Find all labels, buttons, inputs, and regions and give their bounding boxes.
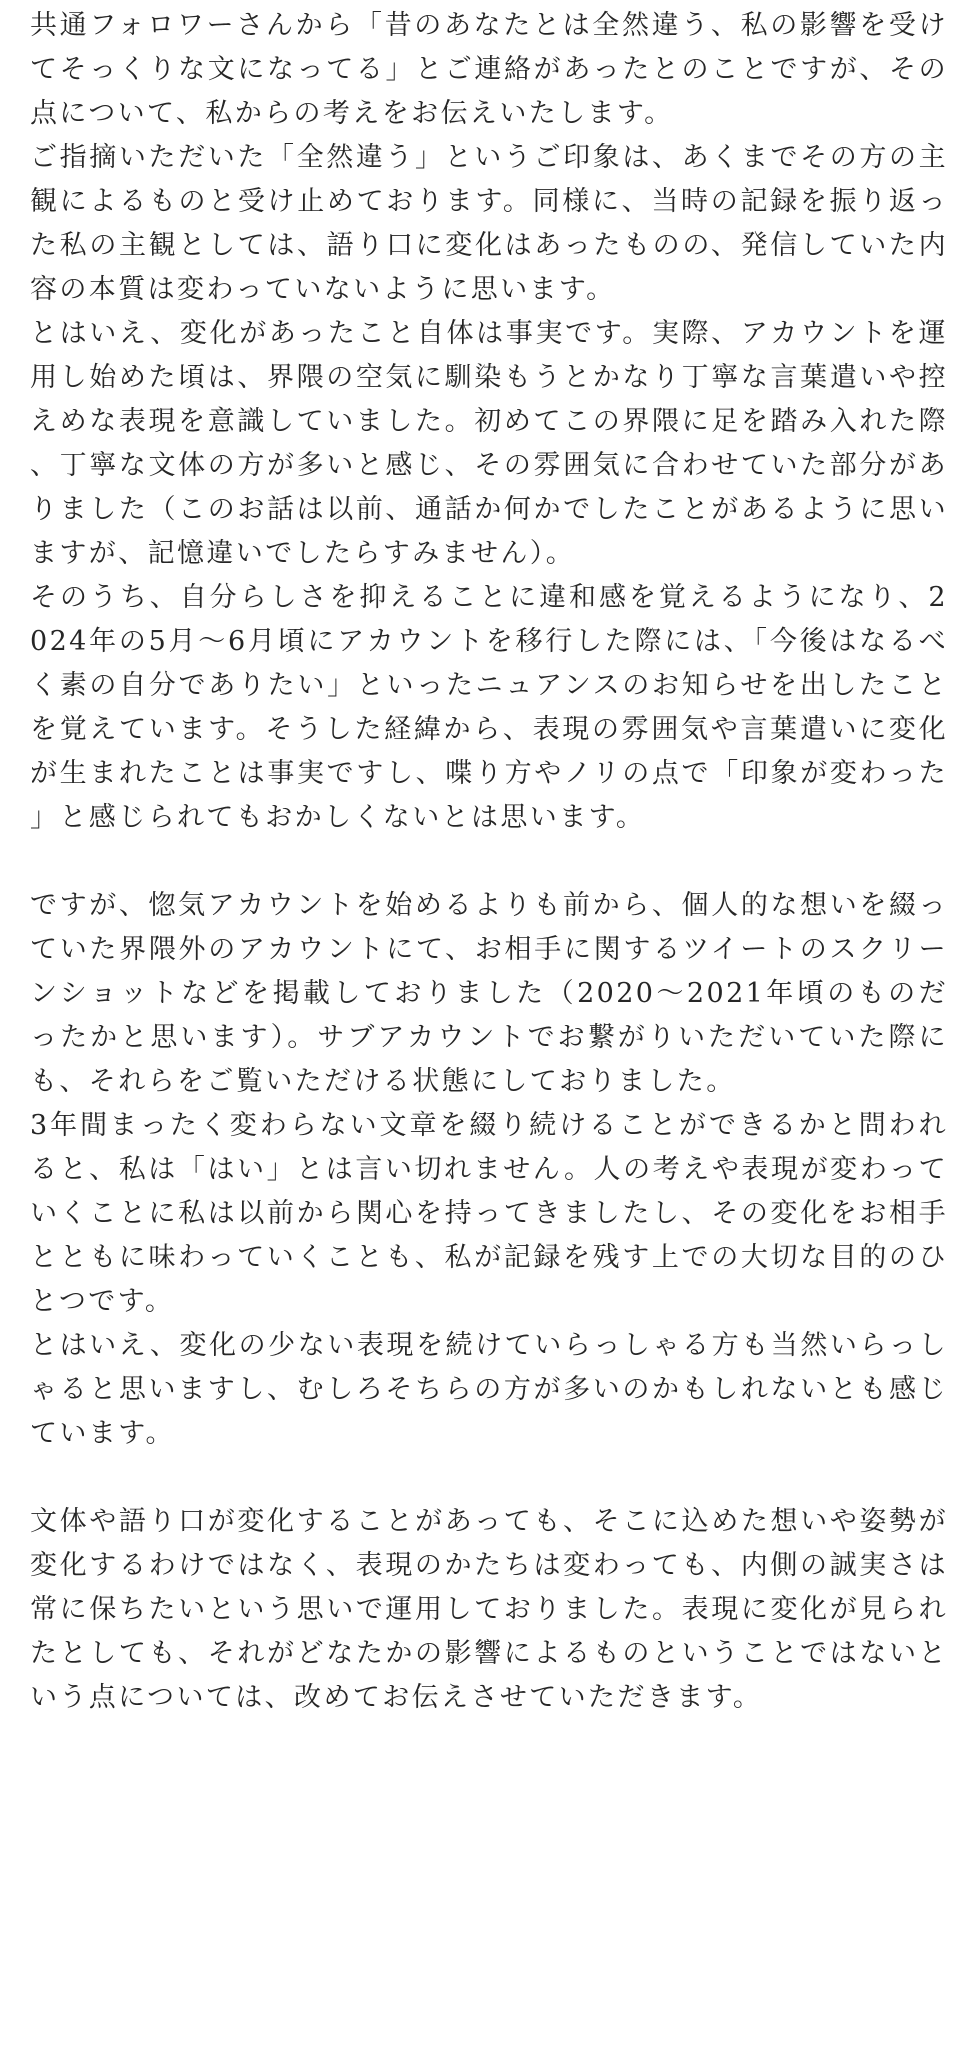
paragraph-change-fact: とはいえ、変化があったこと自体は事実です。実際、アカウントを運用し始めた頃は、界隈の空気に馴染もうとかなり丁寧な言葉遣いや控えめな表現を意識していました。初めてこの界隈に足を踏み入れた際、丁寧な文体の方が多いと感じ、その雰囲気に合わせていた部分がありました（このお話は以前、通話か何かでしたことがあるように思いますが、記憶違いでしたらすみません）。 — [30, 318, 948, 569]
paragraph-prior-account: ですが、惚気アカウントを始めるよりも前から、個人的な想いを綴っていた界隈外のアカウントにて、お相手に関するツイートのスクリーンショットなどを掲載しておりました（2020〜2021年頃のものだったかと思います）。サブアカウントでお繋がりいただいていた際にも、それらをご覧いただける状態にしておりました。 — [30, 890, 948, 1097]
paragraph-spacer — [30, 1456, 948, 1500]
paragraph-impression: ご指摘いただいた「全然違う」というご印象は、あくまでその方の主観によるものと受け止めております。同様に、当時の記録を振り返った私の主観としては、語り口に変化はあったものの、発信していた内容の本質は変わっていないように思います。 — [30, 142, 948, 305]
paragraph-spacer — [30, 840, 948, 884]
paragraph-three-years: 3年間まったく変わらない文章を綴り続けることができるかと問われると、私は「はい」とは言い切れません。人の考えや表現が変わっていくことに私は以前から関心を持ってきましたし、その変化をお相手とともに味わっていくことも、私が記録を残す上での大切な目的のひとつです。 — [30, 1110, 948, 1317]
document-body — [30, 4, 948, 1720]
paragraph-conclusion: 文体や語り口が変化することがあっても、そこに込めた想いや姿勢が変化するわけではなく、表現のかたちは変わっても、内側の誠実さは常に保ちたいという思いで運用しておりました。表現に変化が見られたとしても、それがどなたかの影響によるものということではないという点については、改めてお伝えさせていただきます。 — [30, 1506, 948, 1713]
paragraph-account-migration: そのうち、自分らしさを抑えることに違和感を覚えるようになり、2024年の5月〜6月頃にアカウントを移行した際には、「今後はなるべく素の自分でありたい」といったニュアンスのお知らせを出したことを覚えています。そうした経緯から、表現の雰囲気や言葉遣いに変化が生まれたことは事実ですし、喋り方やノリの点で「印象が変わった」と感じられてもおかしくないとは思います。 — [30, 582, 948, 833]
paragraph-others: とはいえ、変化の少ない表現を続けていらっしゃる方も当然いらっしゃると思いますし、むしろそちらの方が多いのかもしれないとも感じています。 — [30, 1330, 948, 1449]
paragraph-intro: 共通フォロワーさんから「昔のあなたとは全然違う、私の影響を受けてそっくりな文になってる」とご連絡があったとのことですが、その点について、私からの考えをお伝えいたします。 — [30, 10, 948, 129]
